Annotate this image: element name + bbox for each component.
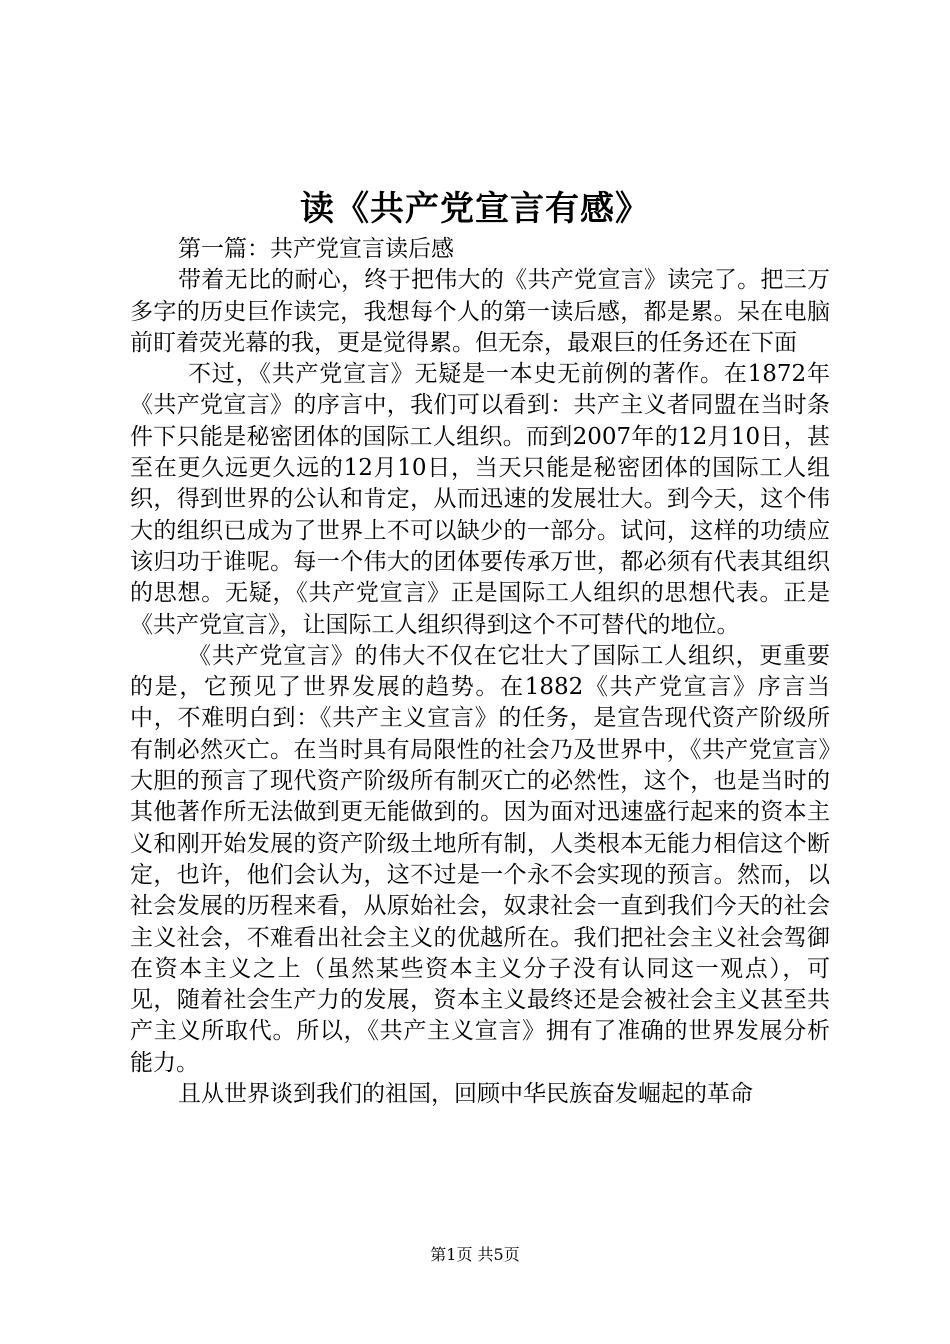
paragraph-1: 带着无比的耐心，终于把伟大的《共产党宣言》读完了。把三万多字的历史巨作读完，我想每个人的第一读后感，都是累。呆在电脑前盯着荧光幕的我，更是觉得累。但无奈，最艰巨的任务还在下面 [130, 267, 830, 356]
document-title: 读《共产党宣言有感》 [300, 189, 650, 229]
document-body [130, 234, 830, 1110]
paragraph-4: 且从世界谈到我们的祖国，回顾中华民族奋发崛起的革命 [178, 1081, 753, 1108]
paragraph-3: 《共产党宣言》的伟大不仅在它壮大了国际工人组织，更重要的是，它预见了世界发展的趋势。在1882《共产党宣言》序言当中，不难明白到：《共产主义宣言》的任务，是宣告现代资产阶级所有制必然灭亡。在当时具有局限性的社会乃及世界中，《共产党宣言》大胆的预言了现代资产阶级所有制灭亡的必然性，这个，也是当时的其他著作所无法做到更无能做到的。因为面对迅速盛行起来的资本主义和刚开始发展的资产阶级土地所有制，人类根本无能力相信这个断定，也许，他们会认为，这不过是一个永不会实现的预言。然而，以社会发展的历程来看，从原始社会，奴隶社会一直到我们今天的社会主义社会，不难看出社会主义的优越所在。我们把社会主义社会驾御在资本主义之上（虽然某些资本主义分子没有认同这一观点），可见，随着社会生产力的发展，资本主义最终还是会被社会主义甚至共产主义所取代。所以，《共产主义宣言》拥有了准确的世界发展分析能力。 [130, 642, 830, 1076]
section-heading: 第一篇：共产党宣言读后感 [178, 236, 454, 262]
paragraph-2: 不过，《共产党宣言》无疑是一本史无前例的著作。在1872年《共产党宣言》的序言中，我们可以看到：共产主义者同盟在当时条件下只能是秘密团体的国际工人组织。而到2007年的12月10日，甚至在更久远更久远的12月10日，当天只能是秘密团体的国际工人组织，得到世界的公认和肯定，从而迅速的发展壮大。到今天，这个伟大的组织已成为了世界上不可以缺少的一部分。试问，这样的功绩应该归功于谁呢。每一个伟大的团体要传承万世，都必须有代表其组织的思想。无疑，《共产党宣言》正是国际工人组织的思想代表。正是《共产党宣言》，让国际工人组织得到这个不可替代的地位。 [130, 361, 830, 638]
page-number-footer: 第1页 共5页 [430, 1245, 520, 1264]
